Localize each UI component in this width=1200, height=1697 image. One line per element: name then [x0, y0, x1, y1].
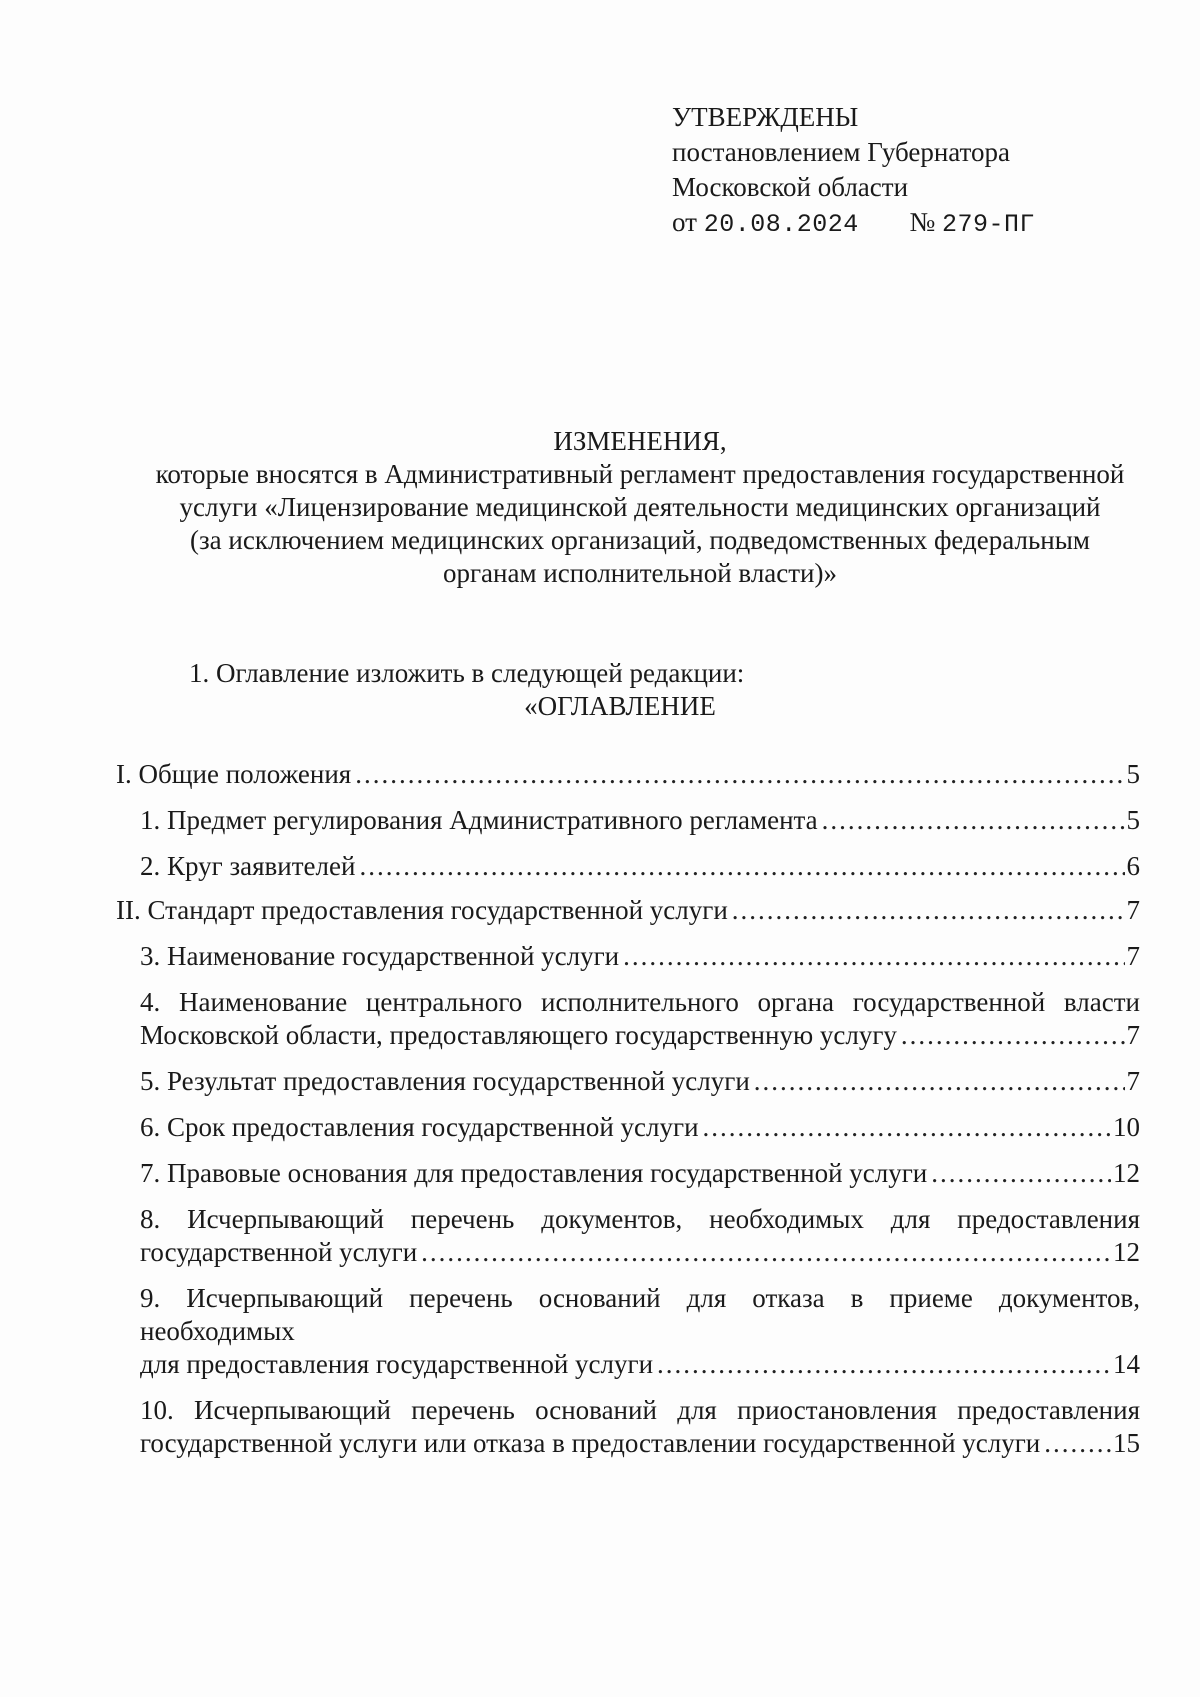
- dot-leader: [355, 758, 1124, 791]
- toc-entry-text-line: 10. Исчерпывающий перечень оснований для приостановления предоставления: [140, 1395, 1140, 1425]
- dot-leader: [623, 940, 1124, 973]
- dot-leader: [931, 1157, 1111, 1190]
- dot-leader: [703, 1111, 1111, 1144]
- document-title-block: [100, 425, 1180, 590]
- toc-entry-label: для предоставления государственной услуги: [140, 1349, 654, 1379]
- toc-entry-label: 5. Результат предоставления государственной услуги: [140, 1066, 750, 1096]
- subtitle-line: (за исключением медицинских организаций, подведомственных федеральным: [190, 525, 1090, 555]
- toc-entry-label: I. Общие положения: [116, 759, 352, 789]
- toc-page-number: 10: [1113, 1112, 1140, 1142]
- toc-entry: [116, 1282, 1140, 1381]
- toc-heading: «ОГЛАВЛЕНИЕ: [524, 691, 716, 721]
- dot-leader: [901, 1019, 1125, 1052]
- number-prefix: №: [909, 207, 936, 237]
- subtitle-line: услуги «Лицензирование медицинской деятельности медицинских организаций: [179, 492, 1101, 522]
- toc-entry-text-line: 4. Наименование центрального исполнительного органа государственной власти: [140, 987, 1140, 1017]
- dot-leader: [754, 1065, 1125, 1098]
- toc-page-number: 5: [1126, 805, 1140, 835]
- toc-entry-text-line: необходимых: [140, 1316, 295, 1346]
- toc-entry-label: 2. Круг заявителей: [140, 851, 356, 881]
- toc-page-number: 7: [1126, 1066, 1140, 1096]
- toc-entry-label: 3. Наименование государственной услуги: [140, 941, 620, 971]
- subtitle-line: которые вносятся в Административный регламент предоставления государственной: [155, 459, 1125, 489]
- approval-date-line: [672, 205, 1035, 242]
- dot-leader: [822, 804, 1125, 837]
- dot-leader: [657, 1348, 1111, 1381]
- toc-page-number: 6: [1126, 851, 1140, 881]
- toc-entry: [116, 1157, 1140, 1190]
- toc-entry-label: государственной услуги или отказа в предоставлении государственной услуги: [140, 1428, 1041, 1458]
- toc-entry: [116, 1203, 1140, 1269]
- toc-entry-label: II. Стандарт предоставления государственной услуги: [116, 895, 728, 925]
- toc-page-number: 15: [1113, 1428, 1140, 1458]
- toc-entry: [116, 758, 1140, 791]
- toc-entry-label: 6. Срок предоставления государственной услуги: [140, 1112, 699, 1142]
- date-prefix: от: [672, 207, 697, 237]
- document-title: ИЗМЕНЕНИЯ,: [553, 426, 727, 456]
- toc-page-number: 7: [1126, 895, 1140, 925]
- toc-page-number: 7: [1126, 1020, 1140, 1050]
- toc-entry-text-line: 8. Исчерпывающий перечень документов, необходимых для предоставления: [140, 1204, 1140, 1234]
- toc-entry-text-line: 9. Исчерпывающий перечень оснований для отказа в приеме документов,: [140, 1283, 1140, 1313]
- approval-line-1: постановлением Губернатора: [672, 137, 1010, 167]
- toc-entry: [116, 940, 1140, 973]
- instruction-text: 1. Оглавление изложить в следующей редакции:: [189, 658, 745, 688]
- toc-entry: [116, 986, 1140, 1052]
- approval-number: 279-ПГ: [942, 210, 1036, 239]
- approval-date: 20.08.2024: [703, 210, 859, 239]
- toc-entry: [116, 850, 1140, 883]
- dot-leader: [421, 1236, 1111, 1269]
- toc-page-number: 12: [1113, 1237, 1140, 1267]
- subtitle-line: органам исполнительной власти)»: [442, 558, 838, 588]
- toc-entry: [116, 894, 1140, 927]
- approval-block: [672, 100, 1035, 242]
- toc-page-number: 5: [1126, 759, 1140, 789]
- toc-entry-label: 1. Предмет регулирования Административного регламента: [140, 805, 818, 835]
- toc-entry: [116, 1065, 1140, 1098]
- approval-line-2: Московской области: [672, 172, 909, 202]
- dot-leader: [359, 850, 1124, 883]
- toc-entry: [116, 804, 1140, 837]
- toc-page-number: 12: [1113, 1158, 1140, 1188]
- toc-entry-label: Московской области, предоставляющего государственную услугу: [140, 1020, 897, 1050]
- toc-page-number: 14: [1113, 1349, 1140, 1379]
- toc-entry-label: 7. Правовые основания для предоставления государственной услуги: [140, 1158, 928, 1188]
- dot-leader: [732, 894, 1125, 927]
- approval-title: УТВЕРЖДЕНЫ: [672, 102, 859, 132]
- table-of-contents: [116, 758, 1140, 1460]
- toc-page-number: 7: [1126, 941, 1140, 971]
- toc-entry: [116, 1111, 1140, 1144]
- dot-leader: [1044, 1427, 1111, 1460]
- toc-entry: [116, 1394, 1140, 1460]
- toc-entry-label: государственной услуги: [140, 1237, 418, 1267]
